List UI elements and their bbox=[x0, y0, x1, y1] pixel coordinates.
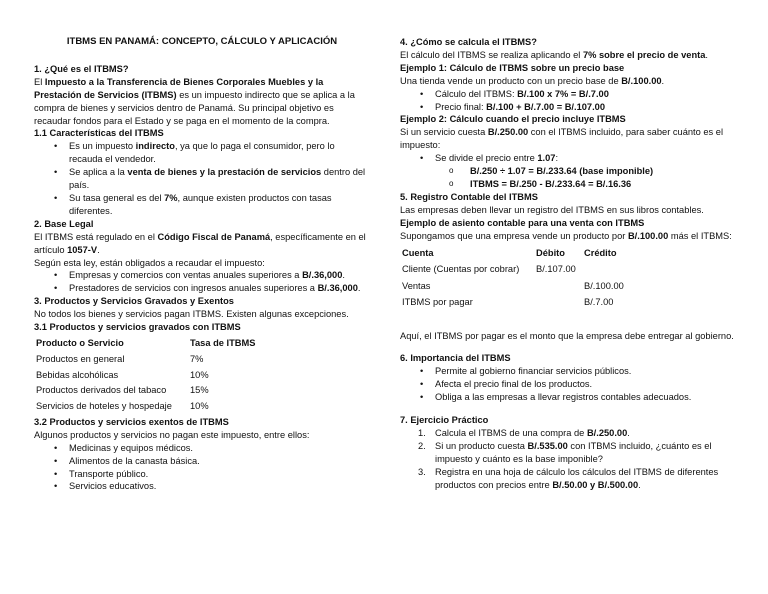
column-header: Producto o Servicio bbox=[36, 337, 124, 348]
table-header-row bbox=[36, 336, 270, 352]
example-2-list bbox=[400, 152, 736, 165]
list-item: • Servicios educativos. bbox=[34, 480, 370, 493]
text: . bbox=[705, 49, 708, 60]
item-number: 2. bbox=[418, 440, 426, 451]
text-bold: 7% sobre el precio de venta bbox=[582, 49, 706, 60]
list-item bbox=[34, 166, 370, 192]
table-row bbox=[36, 368, 270, 384]
section-2-intro: Según esta ley, están obligados a recaudar el impuesto: bbox=[34, 257, 265, 268]
item-number: 3. bbox=[418, 466, 426, 477]
table-row bbox=[402, 278, 664, 295]
table-cell: Productos en general bbox=[36, 353, 125, 364]
text: : bbox=[555, 153, 559, 164]
text: . bbox=[661, 75, 665, 86]
list-item bbox=[400, 88, 736, 101]
characteristics-list bbox=[34, 140, 370, 217]
table-cell: Productos derivados del tabaco bbox=[36, 385, 167, 396]
right-column bbox=[400, 36, 736, 491]
section-4-paragraph bbox=[400, 49, 736, 62]
table-row bbox=[402, 261, 664, 278]
section-1-1-heading: 1.1 Características del ITBMS bbox=[34, 128, 164, 139]
text: Cálculo del ITBMS: bbox=[435, 88, 518, 99]
table-cell: 10% bbox=[190, 401, 209, 412]
text-bold: B/.100 x 7% = B/.7.00 bbox=[517, 88, 609, 99]
list-item: • Transporte público. bbox=[34, 468, 370, 481]
text-bold: B/.250 ÷ 1.07 = B/.233.64 (base imponible) bbox=[470, 166, 654, 177]
section-3-paragraph: No todos los bienes y servicios pagan ITBMS. Existen algunas excepciones. bbox=[34, 309, 349, 320]
text-bold: B/.100 + B/.7.00 = B/.107.00 bbox=[486, 101, 606, 112]
table-cell: B/.107.00 bbox=[536, 264, 576, 274]
table-row bbox=[402, 294, 664, 311]
exempt-list bbox=[34, 442, 370, 494]
exercise-list bbox=[400, 427, 736, 492]
table-cell: Cliente (Cuentas por cobrar) bbox=[402, 264, 520, 274]
list-item: • Medicinas y equipos médicos. bbox=[34, 442, 370, 455]
list-item bbox=[34, 269, 370, 282]
text: , específicamente en el artículo bbox=[34, 231, 366, 255]
section-4-heading: 4. ¿Cómo se calcula el ITBMS? bbox=[400, 37, 537, 47]
section-1-paragraph bbox=[34, 76, 370, 128]
text: Precio final: bbox=[435, 101, 487, 112]
obligated-list bbox=[34, 269, 370, 295]
section-6-heading: 6. Importancia del ITBMS bbox=[400, 353, 511, 364]
text: , aunque existen productos con tasas diferentes. bbox=[69, 192, 332, 216]
section-5-heading: 5. Registro Contable del ITBMS bbox=[400, 191, 538, 202]
text: Si un producto cuesta bbox=[435, 440, 528, 451]
document-title: ITBMS EN PANAMÁ: CONCEPTO, CÁLCULO Y APLICACIÓN bbox=[66, 36, 338, 47]
table-row bbox=[36, 352, 270, 368]
section-3-heading: 3. Productos y Servicios Gravados y Exentos bbox=[34, 296, 234, 307]
text-bold: indirecto bbox=[135, 141, 175, 152]
text: Una tienda vende un producto con un precio base de bbox=[400, 75, 622, 86]
column-header: Crédito bbox=[584, 247, 617, 258]
sublist-item bbox=[435, 178, 736, 191]
text-bold: B/.535.00 bbox=[527, 440, 568, 451]
table-row bbox=[36, 383, 270, 399]
text-bold: B/.250.00 bbox=[586, 427, 628, 438]
text-bold: B/.100.00 bbox=[627, 230, 669, 241]
text: más el ITBMS: bbox=[668, 230, 732, 241]
section-2-heading: 2. Base Legal bbox=[34, 218, 94, 229]
table-cell: Ventas bbox=[402, 280, 431, 291]
column-header: Tasa de ITBMS bbox=[190, 337, 256, 348]
column-header: Débito bbox=[536, 247, 565, 258]
list-item bbox=[400, 466, 736, 492]
text-bold: B/.36,000 bbox=[317, 283, 358, 294]
table-row bbox=[36, 399, 270, 415]
list-item: • Obliga a las empresas a llevar registros contables adecuados. bbox=[400, 391, 736, 404]
text-bold: 7% bbox=[164, 192, 178, 203]
text-bold: 1057-V bbox=[67, 244, 98, 255]
taxed-products-table bbox=[36, 336, 270, 415]
table-cell: 10% bbox=[190, 369, 209, 380]
section-5-paragraph: Las empresas deben llevar un registro del ITBMS en sus libros contables. bbox=[400, 204, 704, 215]
text: . bbox=[638, 479, 641, 490]
text: Se divide el precio entre bbox=[435, 153, 538, 164]
example-1-paragraph bbox=[400, 75, 736, 88]
item-number: 1. bbox=[418, 427, 426, 438]
table-cell: ITBMS por pagar bbox=[402, 297, 473, 307]
text-bold: Impuesto a la Transferencia de Bienes Corporales Muebles y la Prestación de Servicios (ITBMS) bbox=[34, 76, 324, 100]
text: . bbox=[97, 244, 100, 255]
text: es un impuesto indirecto que se aplica a la compra de bienes y servicios dentro de Panamá. Su principal objetivo es recaudar fondos para el Estado y se paga en el momento de la compra. bbox=[34, 89, 355, 126]
text: con el ITBMS incluido, para saber cuánto es el impuesto: bbox=[400, 127, 724, 151]
list-item bbox=[400, 152, 736, 165]
left-column bbox=[34, 36, 370, 493]
text: con ITBMS incluido, ¿cuánto es el impuesto y cuánto es la base imponible? bbox=[435, 440, 712, 464]
accounting-entry-table bbox=[402, 245, 664, 311]
text: Si un servicio cuesta bbox=[400, 127, 488, 138]
table-cell: Bebidas alcohólicas bbox=[36, 369, 119, 380]
column-header: Cuenta bbox=[402, 247, 434, 258]
spacer bbox=[400, 311, 736, 330]
table-cell: 15% bbox=[190, 385, 209, 396]
list-item bbox=[34, 282, 370, 295]
table-cell bbox=[584, 261, 664, 278]
text: , ya que lo paga el consumidor, pero lo recauda el vendedor. bbox=[69, 141, 335, 165]
list-item bbox=[400, 101, 736, 114]
text: Prestadores de servicios con ingresos anuales superiores a bbox=[69, 283, 318, 294]
importance-list bbox=[400, 365, 736, 404]
section-3-2-heading: 3.2 Productos y servicios exentos de ITBMS bbox=[34, 416, 229, 427]
text: Su tasa general es del bbox=[69, 192, 165, 203]
text: . bbox=[342, 270, 345, 281]
spacer bbox=[400, 404, 736, 414]
table-header-row bbox=[402, 245, 664, 262]
example-1-list bbox=[400, 88, 736, 114]
text: El cálculo del ITBMS se realiza aplicando el bbox=[400, 49, 583, 60]
text-bold: B/.50.00 y B/.500.00 bbox=[552, 479, 639, 490]
list-item bbox=[34, 140, 370, 166]
text: Registra en una hoja de cálculo los cálculos del ITBMS de diferentes productos con precios entre bbox=[435, 466, 719, 490]
list-item: • Afecta el precio final de los productos. bbox=[400, 378, 736, 391]
text: dentro del país. bbox=[69, 167, 366, 191]
section-7-heading: 7. Ejercicio Práctico bbox=[400, 415, 489, 426]
text: Supongamos que una empresa vende un producto por bbox=[400, 230, 628, 241]
section-3-2-paragraph: Algunos productos y servicios no pagan este impuesto, entre ellos: bbox=[34, 429, 310, 440]
text-bold: 1.07 bbox=[537, 153, 556, 164]
table-cell: B/.7.00 bbox=[584, 297, 614, 307]
example-1-heading: Ejemplo 1: Cálculo de ITBMS sobre un precio base bbox=[400, 62, 625, 73]
text-bold: B/.100.00 bbox=[621, 75, 662, 86]
text: Se aplica a la bbox=[69, 167, 128, 178]
list-item bbox=[34, 192, 370, 218]
text-bold: B/.250.00 bbox=[487, 127, 529, 138]
example-2-heading: Ejemplo 2: Cálculo cuando el precio incluye ITBMS bbox=[400, 114, 626, 125]
example-2-sublist bbox=[435, 165, 736, 191]
table-cell: 7% bbox=[190, 353, 204, 364]
example-2-paragraph bbox=[400, 126, 736, 152]
text-bold: venta de bienes y la prestación de servicios bbox=[127, 167, 322, 178]
table-cell: Servicios de hoteles y hospedaje bbox=[36, 401, 172, 412]
section-1-heading: 1. ¿Qué es el ITBMS? bbox=[34, 63, 129, 74]
accounting-note: Aquí, el ITBMS por pagar es el monto que la empresa debe entregar al gobierno. bbox=[400, 330, 734, 341]
text: Calcula el ITBMS de una compra de bbox=[435, 427, 587, 438]
text-bold: ITBMS = B/.250 - B/.233.64 = B/.16.36 bbox=[470, 178, 632, 189]
text: . bbox=[627, 427, 630, 438]
text: Empresas y comercios con ventas anuales superiores a bbox=[69, 270, 303, 281]
list-item bbox=[400, 427, 736, 440]
text-bold: Código Fiscal de Panamá bbox=[157, 231, 271, 242]
sublist-item bbox=[435, 165, 736, 178]
text-bold: B/.36,000 bbox=[302, 270, 343, 281]
list-item: • Alimentos de la canasta básica. bbox=[34, 455, 370, 468]
spacer bbox=[400, 342, 736, 352]
table-cell bbox=[536, 278, 584, 295]
text: El ITBMS está regulado en el bbox=[34, 231, 158, 242]
table-cell bbox=[536, 294, 584, 311]
text: . bbox=[357, 283, 361, 294]
section-2-paragraph bbox=[34, 231, 370, 257]
section-3-1-heading: 3.1 Productos y servicios gravados con ITBMS bbox=[34, 322, 241, 333]
text: Es un impuesto bbox=[69, 141, 136, 152]
text: El bbox=[34, 76, 45, 87]
table-cell: B/.100.00 bbox=[584, 280, 624, 291]
accounting-example-heading: Ejemplo de asiento contable para una venta con ITBMS bbox=[400, 217, 645, 228]
accounting-example-paragraph bbox=[400, 230, 736, 243]
list-item: • Permite al gobierno financiar servicios públicos. bbox=[400, 365, 736, 378]
list-item bbox=[400, 440, 736, 466]
